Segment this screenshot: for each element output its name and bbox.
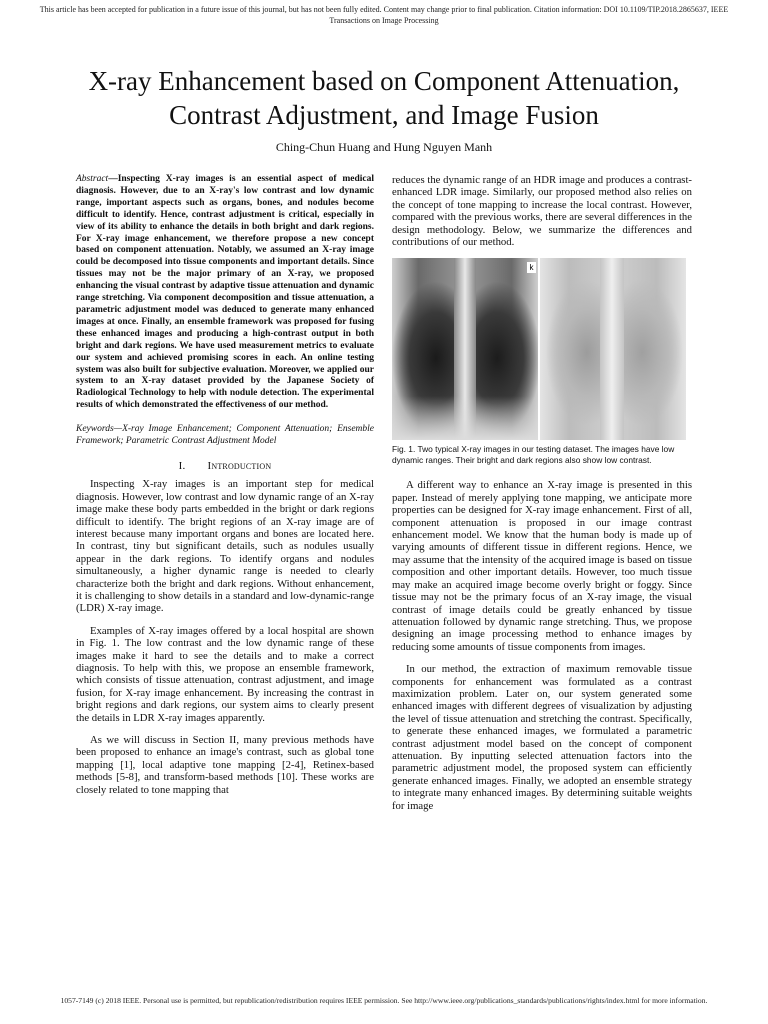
intro-paragraph-3: As we will discuss in Section II, many previous methods have been proposed to enhance an image's contrast, such as global tone mapping [1], local adaptive tone mapping [2-4], Retinex-based methods [5-8], and transform-based methods [10]. These works are closely related to tone mapping that bbox=[76, 734, 374, 796]
author-list: Ching-Chun Huang and Hung Nguyen Manh bbox=[275, 140, 493, 154]
header-note-line1: This article has been accepted for publication in a future issue of this journal, but has not been fully edited. Content may change prior to final publication. Citation information: DOI 10.1109/TIP.2018.2865637, IEEE bbox=[39, 5, 729, 14]
abstract bbox=[76, 174, 374, 412]
right-paragraph-2: In our method, the extraction of maximum removable tissue components for enhancement was formulated as a contrast maximization problem. Later on, our system generated some enhanced images with different degrees of visualization by adjusting the level of tissue attenuation and stretching the contrast. Specifically, to generate these enhanced images, we formulated a parametric contrast adjustment model based on the concept of component attenuation. By inputting selected attenuation factors into the parametric adjustment model, the proposed system can efficiently generate enhanced images. Finally, we adopted an ensemble strategy to integrate many enhanced images. By determining suitable weights for image bbox=[392, 663, 692, 812]
keywords: Keywords—X-ray Image Enhancement; Component Attenuation; Ensemble Framework; Parametric Contrast Adjustment Model bbox=[76, 424, 374, 447]
xray-image-right bbox=[540, 258, 686, 440]
section-number: I. bbox=[178, 459, 186, 472]
section-heading-introduction bbox=[76, 460, 374, 472]
title-line1: X-ray Enhancement based on Component Attenuation, bbox=[88, 66, 680, 96]
journal-header-note bbox=[0, 4, 768, 26]
title-line2: Contrast Adjustment, and Image Fusion bbox=[169, 100, 599, 130]
abstract-text: —Inspecting X-ray images is an essential aspect of medical diagnosis. However, due to an X-ray's low contrast and low dynamic range, important aspects such as organs, bones, and nodules become difficult to identify. Hence, contrast adjustment is critical, especially in view of its ability to enhance the details in both bright and dark regions. For X-ray image enhancement, we therefore propose a new concept based on component attenuation. Notably, we assumed an X-ray image could be decomposed into tissue components and important details. Since tissues may not be the major primary of an X-ray, we proposed enhancing the visual contrast by adaptive tissue attenuation and dynamic range stretching. Via component decomposition and tissue attenuation, a parametric adjustment model was deduced to generate many enhanced images at once. Finally, an ensemble framework was proposed for fusing these enhanced images and producing a high-contrast output in both bright and dark regions. We have used measurement metrics to evaluate our system and achieved promising scores in each. An online testing system was also built for subjective evaluation. Moreover, we applied our system to an X-ray dataset provided by the Japanese Society of Radiological Technology to help with nodule detection. The experimental results of which demonstrated the effectiveness of our method. bbox=[76, 174, 374, 411]
paper-title bbox=[20, 64, 748, 132]
left-column bbox=[76, 174, 374, 806]
xray-marker: k bbox=[527, 262, 536, 273]
intro-paragraph-2: Examples of X-ray images offered by a local hospital are shown in Fig. 1. The low contrast and the low dynamic range of these images make it hard to see the details and to make a correct diagnosis. To help with this, we propose an ensemble framework, which consists of tissue attenuation, contrast adjustment, and image fusion, for X-ray image enhancement. By increasing the contrast in bright regions and dark regions, our system aims to clearly present the details in LDR X-ray images apparently. bbox=[76, 624, 374, 724]
section-title: Introduction bbox=[207, 459, 272, 472]
right-paragraph-1: A different way to enhance an X-ray image is presented in this paper. Instead of merely applying tone mapping, we anticipate more properties can be designed for X-ray image enhancement. First of all, component attenuation is proposed in our image contrast enhancement model. We know that the human body is made up of varying amounts of different tissue in different regions. Hence, we may assume that the intensity of the acquired image is based on tissue composition and other important details. However, too much tissue may make an acquired image become overly bright or foggy. Since tissue may not be the primary focus of an X-ray image, the visual contrast of image details could be greatly enhanced by tissue attenuation followed by dynamic range stretching. Thus, we propose designing an image processing method to enhance images by reducing some amounts of tissue components from images. bbox=[392, 479, 692, 653]
xray-image-left bbox=[392, 258, 538, 440]
right-continuation-paragraph: reduces the dynamic range of an HDR image and produces a contrast-enhanced LDR image. Similarly, our proposed method also relies on the concept of tone mapping to increase the local contrast. However, compared with the previous works, there are several differences in the design methodology. Below, we summarize the differences and contributions of our method. bbox=[392, 174, 692, 249]
figure-1 bbox=[392, 258, 686, 440]
copyright-footer: 1057-7149 (c) 2018 IEEE. Personal use is permitted, but republication/redistribution requires IEEE permission. See http://www.ieee.org/publications_standards/publications/rights/index.html for more information. bbox=[60, 996, 708, 1005]
figure-1-caption: Fig. 1. Two typical X-ray images in our testing dataset. The images have low dynamic ranges. Their bright and dark regions also show low contrast. bbox=[392, 444, 675, 465]
intro-paragraph-1: Inspecting X-ray images is an important step for medical diagnosis. However, low contrast and low dynamic range of an X-ray image make these body parts embedded in the bright or dark regions difficult to identify. The bright regions of an X-ray image are of interest because many important organs and bones are located here. In contrast, tiny but significant details, such as nodules usually appear in the dark regions. To identify organs and nodules simultaneously, a higher dynamic range is needed to clearly characterize both the bright and dark regions. Without enhancement, it is challenging to show details in a standard and low-dynamic-range (LDR) X-ray image. bbox=[76, 478, 374, 615]
right-column bbox=[392, 174, 692, 822]
header-note-line2: Transactions on Image Processing bbox=[329, 16, 439, 25]
abstract-label: Abstract bbox=[76, 174, 109, 184]
